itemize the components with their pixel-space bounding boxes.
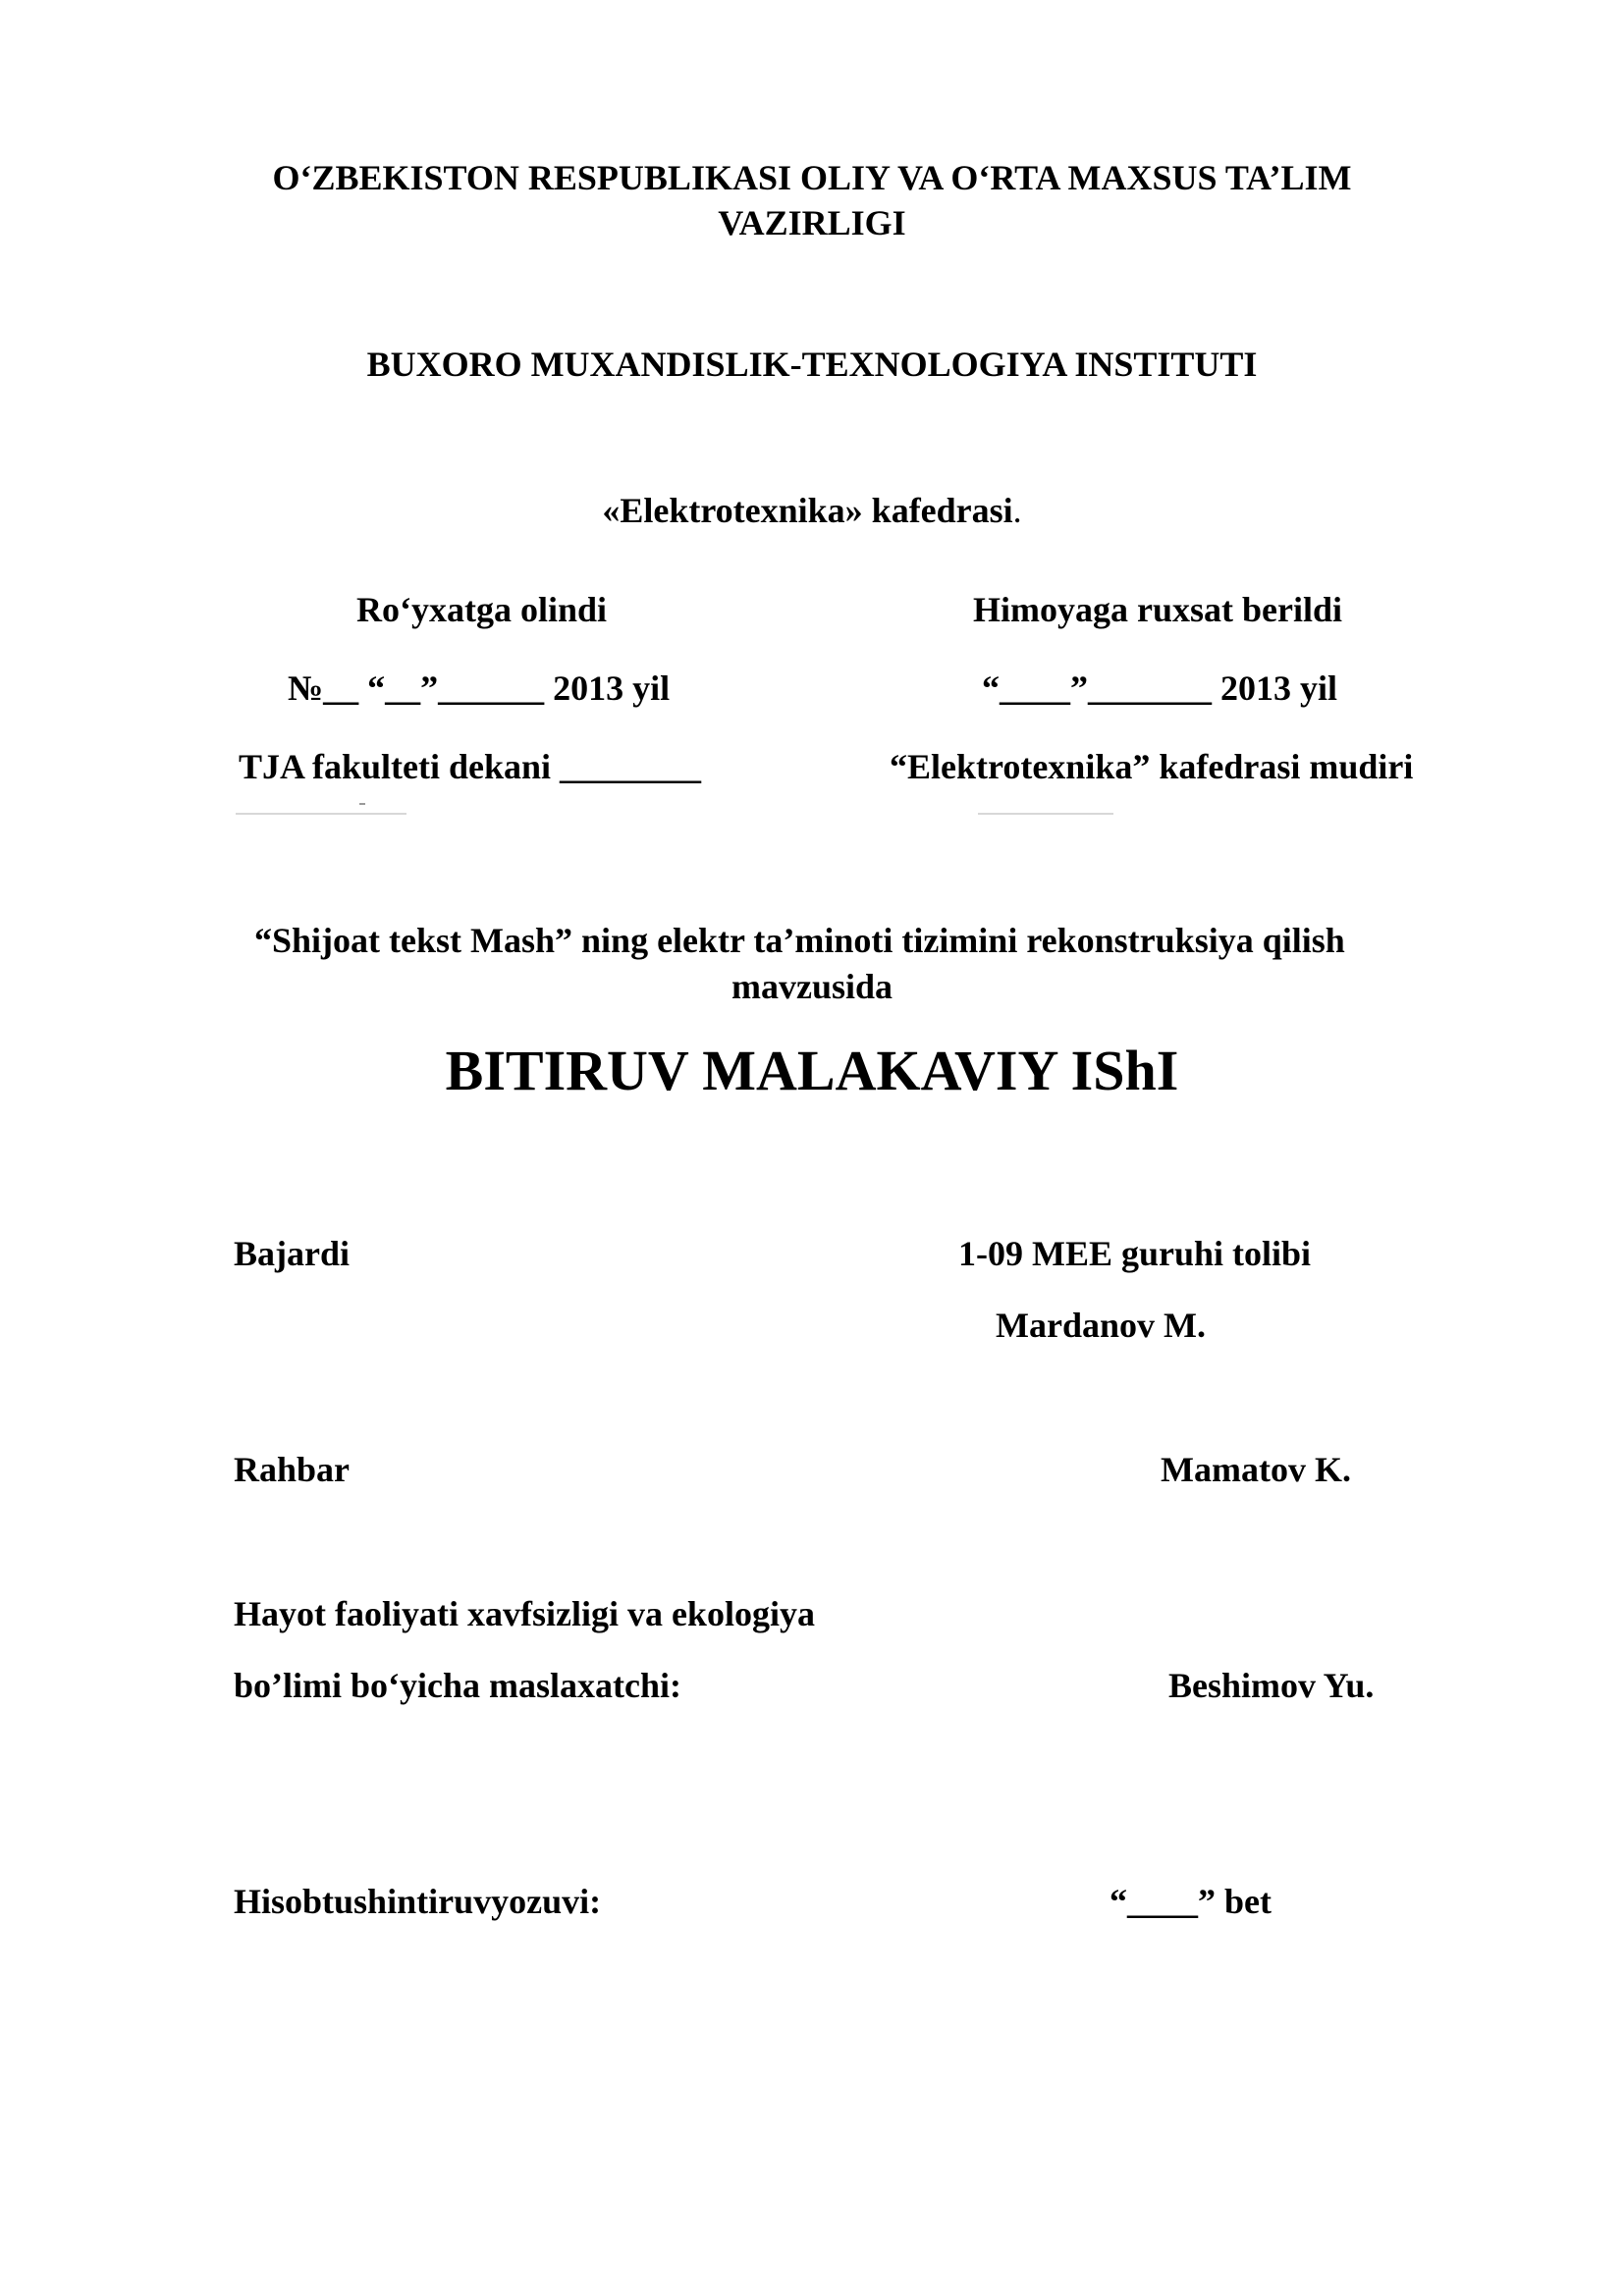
ministry-title-line1: O‘ZBEKISTON RESPUBLIKASI OLIY VA O‘RTA MAXSUS TA’LIM <box>272 158 1352 197</box>
faint-underline-right <box>978 813 1113 815</box>
institute-title: BUXORO MUXANDISLIK-TEXNOLOGIYA INSTITUTI <box>366 345 1258 384</box>
faint-mark <box>359 803 365 805</box>
consultant-label-line1: Hayot faoliyati xavfsizligi va ekologiya <box>234 1594 815 1633</box>
work-title: BITIRUV MALAKAVIY IShI <box>445 1039 1179 1102</box>
supervisor-label: Rahbar <box>234 1450 351 1489</box>
performer-label: Bajardi <box>234 1234 351 1273</box>
defense-permit-title: Himoyaga ruxsat berildi <box>973 590 1342 629</box>
supervisor-name: Mamatov K. <box>1161 1450 1351 1489</box>
department-period: . <box>1012 491 1022 530</box>
faint-underline-left <box>236 813 406 815</box>
department-name: «Elektrotexnika» kafedrasi <box>602 491 1013 530</box>
report-label: Hisobtushintiruvyozuvi: <box>234 1882 602 1921</box>
department-title <box>0 488 1624 533</box>
department-head-signature-line: “Elektrotexnika” kafedrasi mudiri <box>890 747 1414 786</box>
report-page-count: “____” bet <box>1110 1882 1272 1921</box>
permit-date-line: “____”_______ 2013 yil <box>982 668 1338 708</box>
performer-name: Mardanov M. <box>996 1306 1206 1345</box>
registration-date-line: №__ “__”______ 2013 yil <box>288 668 671 708</box>
ministry-title-line2: VAZIRLIGI <box>718 203 906 242</box>
performer-group: 1-09 MEE guruhi tolibi <box>958 1234 1312 1273</box>
consultant-label-line2: bo’limi bo‘yicha maslaxatchi: <box>234 1666 681 1705</box>
consultant-name: Beshimov Yu. <box>1168 1666 1375 1705</box>
registered-title: Ro‘yxatga olindi <box>356 590 608 629</box>
dean-signature-line: TJA fakulteti dekani ________ <box>239 747 702 786</box>
topic-line2: mavzusida <box>731 967 893 1006</box>
topic-line1: “Shijoat tekst Mash” ning elektr ta’minoti tizimini rekonstruksiya qilish <box>254 921 1345 960</box>
